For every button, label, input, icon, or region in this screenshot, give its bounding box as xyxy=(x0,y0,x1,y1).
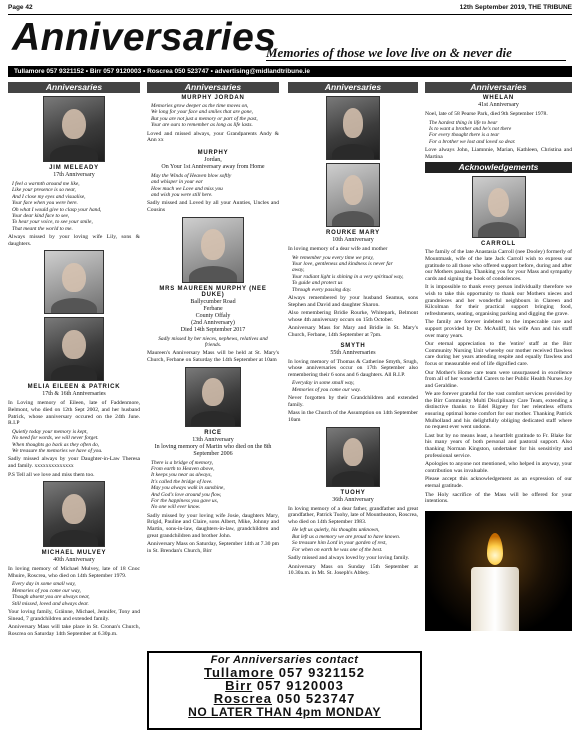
notice-subtitle: 55th Anniversaries xyxy=(330,349,376,356)
contact-line-tullamore: Tullamore 057 9321152 xyxy=(204,665,365,680)
section-header: Acknowledgements xyxy=(425,162,572,173)
notice-address: Ballycumber Road xyxy=(190,298,236,305)
portrait-photo xyxy=(43,481,105,547)
notice-body: Sadly missed and always loved by your loving family. xyxy=(288,554,410,561)
notice-body: In loving memory of Thomas & Catherine Smyth, Srugh, whose anniversaries occur on 17th September also remembering their 6 sons and 6 daughters. All R.I.P. xyxy=(288,358,418,378)
notice-body: Our eternal appreciation to the 'entire' staff at the Birr Community Nursing Unit whereby our mother received flawless care during her years attending respite and equally flawless and focus or measurable end of life dignified care. xyxy=(425,341,572,367)
notice-poem: Sadly missed by her nieces, nephews, relatives and friends. xyxy=(158,335,268,349)
notice-body: The family of the late Anastasia Carroll (nee Dooley) formerly of Mountmask, wife of the late Jack Carroll wish to express our gratitude to all those who offered support before, during and after our Mothers passing. Thanking you for your Mass and sympathy cards and signing the book of condolences. xyxy=(425,249,572,282)
notice-subtitle: 41st Anniversary xyxy=(478,102,519,108)
tagline: Memories of those we love live on & never die xyxy=(266,45,566,61)
notice-body: Also remembering Bridie Rourke, Whitepark, Belmont whose 4th anniversary occurs on 15th October. xyxy=(288,310,418,323)
notice-name: JIM MELEADY xyxy=(49,165,99,171)
column-3 xyxy=(288,82,418,645)
notice-body: Our Mother's Home care team were unsurpassed in excellence from all of her wonderful Carers to her Public Health Nurses Joy and Geraldine. xyxy=(425,369,572,389)
notice-body: The family are forever indebted to the impeccable care and support provided by Dr. McAuliff, his wife Ann and his staff over many years. xyxy=(425,319,572,339)
notice-body: Mass in the Church of the Assumption on 14th September 10am xyxy=(288,410,418,423)
notice-subtitle: 17th & 16th Anniversaries xyxy=(42,391,106,398)
contact-deadline: NO LATER THAN 4pm MONDAY xyxy=(188,705,381,719)
notice-body: Anniversary Mass on Saturday, September 14th at 7.30 pm in St. Brendan's Church, Birr xyxy=(147,541,279,554)
notice-body: In loving memory of Michael Mulvey, late of 18 Cnoc Mhuire, Roscrea, who died on 14th September 1979. xyxy=(8,566,140,579)
candle-flame-icon xyxy=(487,533,503,565)
notice-name: MURPHY xyxy=(197,149,229,156)
notice-body: Always remembered by your husband Seamus, sons Stephen and David and daughter Sharon. xyxy=(288,295,418,308)
notice-address: County Offaly xyxy=(195,312,231,319)
portrait-photo xyxy=(185,367,241,427)
contact-title: For Anniversaries contact xyxy=(210,654,359,666)
notice-subtitle: 36th Anniversary xyxy=(332,496,374,503)
column-4 xyxy=(425,82,572,729)
section-header: Anniversaries xyxy=(288,82,418,93)
contact-bar: Tullamore 057 9321152 • Birr 057 9120003 • Roscrea 050 523747 • advertising@midlandtribune.ie xyxy=(8,66,572,77)
notice-body: Anniversary Mass will take place in St. Cronan's Church, Roscrea on Saturday 14th September at 6.30p.m. xyxy=(8,624,140,637)
portrait-photo xyxy=(44,250,104,314)
notice-subtitle: On Your 1st Anniversary away from Home xyxy=(161,163,265,170)
notice-body: We are forever grateful for the vast comfort services provided by the Birr Community Multi Disciplinary Care Team, extending a distinctive thanks to Edel Rigney for her relentless efforts ensuring optimal home comfort for our mother. Thanking Patrick Mulholland and his delightfully obliging dedicated staff where no request ever went undone. xyxy=(425,391,572,431)
portrait-photo xyxy=(44,317,104,381)
notice-poem: We remember you every time we pray, Your love, gentleness and kindness is never far away, Your radiant light is shining in a very spiritual way, To guide and protect us Through every passing day. xyxy=(292,254,404,293)
notice-poem: There is a bridge of memory, From earth to Heaven above, It keeps you near us always, It's called the bridge of love. May you always walk in sunshine, And God's love around you flow, For the happiness you gave us, No one will ever know. xyxy=(151,459,225,511)
notice-address: Died 14th September 2017 xyxy=(180,326,246,333)
notice-body: Anniversary Mass for Mary and Bridie in St. Mary's Church, Ferbane, 14th September at 7pm. xyxy=(288,325,418,338)
page-number: Page 42 xyxy=(8,4,33,11)
notice-poem: I feel a warmth around me like, Like your presence is so near, And I close my eyes and visualise, Your face when you were here. Oh what I would give to clasp your hand, Your dear kind face to see, To hear your voice, to see your smile, That meant the world to me. xyxy=(12,181,102,232)
notice-name: TUOHY xyxy=(340,489,366,496)
portrait-photo xyxy=(182,217,244,283)
notice-name: SMYTH xyxy=(340,342,366,349)
notice-body: Sadly missed by your loving wife Josie, daughters Mary, Brigid, Pauline and Claire, sons Albert, Mike, Johnny and Martin, sons-in-law, daughters-in-law, grandchildren and great grandchildren and brother John. xyxy=(147,512,279,539)
notice-body: P.S Tell all we love and miss them too. xyxy=(8,471,95,478)
portrait-photo xyxy=(326,163,380,227)
notice-poem: Every day in some small way, Memories of you come our way, Though absent you are always near, Still missed, loved and always dear. xyxy=(12,581,90,607)
notice-body: It is impossible to thank every person individually therefore we wish to take this opportunity to thank our Mothers nieces and grandnieces and her wonderful neighbours in Clareen and Kilcolman for their practical support bringing food, refreshments, seating, organising parking and digging the grave. xyxy=(425,284,572,317)
notice-poem: May the Winds of Heaven blow softly and whisper in your ear How much we Love and miss you and wish you were still here. xyxy=(151,172,232,199)
notice-name: WHELAN xyxy=(482,95,515,101)
notice-body: Last but by no means least, a heartfelt gratitude to Fr. Blake for his many years of both personal and pastoral support. Also thanking Norman Kingston, undertaker for his sensitivity and professional service. xyxy=(425,432,572,459)
notice-body: Loved and missed always, your Grandparents Andy & Ann xx xyxy=(147,130,279,144)
notice-poem: Memories grow deeper as the time moves on, We long for your face and smiles that are gone, But you are not just a memory or part of the past, Your are ours to remember as long as life lasts. xyxy=(151,103,258,129)
notice-body: Never forgotten by their Grandchildren and extended family. xyxy=(288,395,418,408)
notice-poem: The hardest thing in life to bear Is to want a brother and he's not there For every thought there is a tear For a brother we lost and loved so dear. xyxy=(429,119,516,145)
candle-stick xyxy=(471,567,519,631)
notice-body: Maureen's Anniversary Mass will be held at St. Mary's Church, Ferbane on Saturday the 14th September at 10am xyxy=(147,350,279,364)
column-1 xyxy=(8,82,140,729)
portrait-photo xyxy=(326,427,380,487)
notice-body: Noel, late of 58 Pearse Park, died 9th September 1978. xyxy=(425,111,548,117)
contact-line-roscrea: Roscrea 050 523747 xyxy=(213,691,356,706)
portrait-photo xyxy=(326,96,380,160)
notice-body: Always missed by your loving wife Lily, sons & daughters. xyxy=(8,234,140,247)
notice-name: MRS MAUREEN MURPHY (NEE DUKE) xyxy=(159,285,267,298)
notice-name: RICE xyxy=(204,429,222,436)
masthead xyxy=(8,16,572,68)
notice-body: Apologies to anyone not mentioned, who helped in anyway, your contribution was invaluable. xyxy=(425,461,572,474)
notice-subtitle: In loving memory of Martin who died on the 8th September 2006 xyxy=(154,443,272,457)
notice-name: MICHAEL MULVEY xyxy=(41,550,107,557)
section-header: Anniversaries xyxy=(425,82,572,93)
notice-address: Ferbane xyxy=(203,305,223,312)
notice-name: CARROLL xyxy=(481,241,516,248)
notice-poem: Everyday in some small way, Memories of you come our way. xyxy=(292,380,361,393)
notice-address: (2nd Anniversary) xyxy=(191,319,235,326)
notice-body: Please accept this acknowledgement as an expression of our eternal gratitude. xyxy=(425,476,572,489)
candle-image xyxy=(425,511,572,631)
portrait-photo xyxy=(43,96,105,162)
notice-name: MELIA EILEEN & PATRICK xyxy=(27,384,121,391)
contact-line-birr: Birr 057 9120003 xyxy=(225,678,344,693)
contact-advert-box xyxy=(147,651,422,730)
notice-body: Anniversary Mass on Sunday 15th September at 10.30a.m. in Mt. St. Joseph's Abbey. xyxy=(288,563,418,577)
section-header: Anniversaries xyxy=(147,82,279,93)
notice-subtitle: 10th Anniversary xyxy=(332,237,374,243)
notice-poem: He left us quietly, his thoughts unknown, But left us a memory we are proud to have known. So treasure him Lord in your garden of rest, For when on earth he was one of the best. xyxy=(292,527,401,553)
notice-subtitle: 40th Anniversary xyxy=(53,557,95,564)
page-title: Anniversaries xyxy=(12,16,277,59)
notice-body: In Loving memory of Eileen, late of Faddenmore, Belmont, who died on 12th Sept 2002, and her husband Patrick, whose anniversary occured on the 24th June. R.I.P xyxy=(8,400,140,427)
issue-date: 12th September 2019, THE TRIBUNE xyxy=(459,4,572,11)
notice-body: In loving memory of a dear father, grandfather and great grandfather, Patrick Tuohy, late of Mountheaton, Roscrea, who died on 14th September 1983. xyxy=(288,505,418,525)
notice-body: Your loving family, Gráinne, Michael, Jennifer, Tony and Sinead, 7 grandchildren and extended family. xyxy=(8,609,140,622)
notice-body: In loving memory of a dear wife and mother xyxy=(288,246,388,252)
notice-body: Sadly missed and Loved by all your Aunties, Uncles and Cousins xyxy=(147,200,279,214)
notice-name: MURPHY JORDAN xyxy=(181,95,245,101)
notice-name: ROURKE MARY xyxy=(326,230,380,236)
notice-poem: Quietly today your memory is kept, No need for words, we will never forget. When thoughts go back as they often do, We treasure the memories we have of you. xyxy=(12,428,103,455)
portrait-photo xyxy=(472,176,526,238)
notice-subtitle: 13th Anniversary xyxy=(192,436,234,443)
notice-subtitle: 17th Anniversary xyxy=(53,172,95,178)
notice-body: The Holy sacrifice of the Mass will be offered for your intentions. xyxy=(425,491,572,505)
page-topline xyxy=(8,3,572,15)
section-header: Anniversaries xyxy=(8,82,140,93)
column-2 xyxy=(147,82,279,645)
notice-body: Sadly missed always by your Daughter-in-Law Theresa and family. xxxxxxxxxxxxxx xyxy=(8,456,140,470)
notice-subtitle: Jordan, xyxy=(204,156,222,163)
notice-body: Love always John, Liamnnie, Marian, Kathleen, Christina and Martina xyxy=(425,147,572,160)
